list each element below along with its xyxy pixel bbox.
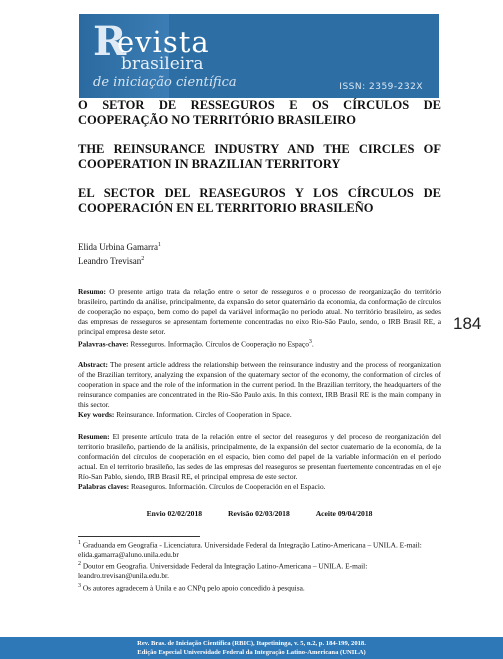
abstract-label: Resumen: (78, 432, 110, 441)
keywords-footnote-mark: 3 (308, 339, 312, 345)
footer-citation: Rev. Bras. de Iniciação Científica (RBIC), Itapetininga, v. 5, n.2, p. 184-199, 2018. (137, 640, 366, 647)
journal-logo-line1: evista (117, 25, 210, 59)
page-number: 184 (453, 314, 482, 333)
issn-label: ISSN: 2359-232X (339, 82, 423, 92)
footnote-2 (78, 560, 441, 580)
footnotes (78, 539, 441, 594)
journal-footer (0, 637, 503, 659)
keywords-text: Resseguros. Informação. Círculos de Cooperação no Espaço (128, 339, 309, 349)
keywords-label: Key words: (78, 410, 115, 419)
author-footnote-mark: 2 (141, 256, 145, 262)
footnote-mark: 2 (78, 561, 81, 568)
title-spanish: EL SECTOR DEL REASEGUROS Y LOS CÍRCULOS DE COOPERACIÓN EN EL TERRITORIO BRASILEÑO (78, 186, 441, 215)
date-sent: Envio 02/02/2018 (146, 509, 203, 518)
abstract-english (78, 360, 441, 420)
keywords-text: Reinsurance. Information. Circles of Cooperation in Space. (114, 410, 292, 419)
author-2 (78, 253, 161, 267)
title-portuguese: O SETOR DE RESSEGUROS E OS CÍRCULOS DE COOPERAÇÃO NO TERRITÓRIO BRASILEIRO (78, 98, 441, 127)
footnote-mark: 1 (78, 540, 81, 546)
keywords-label: Palavras-chave: (78, 339, 129, 349)
footnote-separator (78, 536, 200, 537)
abstract-spanish (78, 432, 441, 492)
footer-edition: Edição Especial Universidade Federal da Integração Latino-Americana (UNILA) (137, 649, 366, 656)
submission-dates (78, 509, 441, 518)
abstract-portuguese (78, 287, 441, 349)
abstract-label: Abstract: (78, 360, 108, 369)
keywords-end: . (311, 339, 314, 349)
abstract-text: El presente artículo trata de la relación entre el sector del reaseguros y del proceso de reorganización del territorio brasileño, partiendo de la análisis, principalmente, de la expansión del sector cuaternario de la economía, de la conformación del círculos de cooperación en el espacio, bien como del papel de la variable información en el período actual. En el territorio brasileño, las sedes de las empresas del reaseguros se presentan fuertemente concentradas en el eje Río-San Pablo, siendo, IRB Brasil RE, el principal empresa de este sector. (78, 432, 441, 481)
date-revised: Revisão 02/03/2018 (227, 509, 290, 518)
author-list (78, 239, 161, 267)
footnote-mark: 3 (78, 582, 81, 589)
author-footnote-mark: 1 (157, 242, 161, 248)
author-1 (78, 239, 161, 253)
footnote-text: Doutor em Geografia. Universidade Federal da Integração Latino-Americana – UNILA. E-mail: leandro.trevisan@unila.edu.br. (78, 561, 368, 581)
journal-logo-line3: de iniciação científica (93, 75, 237, 90)
journal-banner (79, 14, 439, 98)
title-english: THE REINSURANCE INDUSTRY AND THE CIRCLES OF COOPERATION IN BRAZILIAN TERRITORY (78, 142, 441, 171)
keywords-label: Palabras claves: (78, 482, 130, 491)
footnote-text: Graduanda em Geografia - Licenciatura. Universidade Federal da Integração Latino-Americana – UNILA. E-mail: elida.gamarra@aluno.unila.edu.br (78, 540, 422, 559)
footnote-3 (78, 582, 441, 593)
abstract-text: The present article address the relationship between the reinsurance industry and the process of reorganization of the Brazilian territory, analyzing the expansion of the quaternary sector of the economy, the conformation of circles of cooperation in space and the role of the information in the current period. In the Brazilian territory, the headquarters of the reinsurance companies are concentrated in the Rio-São Paulo axis. In this context, IRB Brasil RE is the main company in this sector. (78, 360, 441, 409)
date-accepted: Aceite 09/04/2018 (315, 509, 373, 518)
footnote-1 (78, 539, 441, 559)
abstract-text: O presente artigo trata da relação entre o setor de resseguros e o processo de reorganização do território brasileiro, partindo da análise, principalmente, da expansão do setor quaternário da economia, da conformação de círculos de cooperação no espaço, bem como do papel da variável informação no período atual. No território brasileiro, as sedes das empresas de resseguros se apresentam fortemente concentradas no eixo Rio-São Paulo, sendo, o IRB Brasil RE, a principal empresa deste setor. (78, 287, 441, 336)
keywords-text: Reaseguros. Información. Círculos de Cooperación en el Espacio. (129, 482, 326, 491)
footnote-text: Os autores agradecem à Unila e ao CNPq pelo apoio concedido à pesquisa. (81, 583, 305, 593)
journal-logo-initial: R (93, 18, 127, 65)
abstract-label: Resumo: (78, 287, 106, 296)
author-name: Elida Urbina Gamarra (78, 242, 158, 252)
author-name: Leandro Trevisan (78, 256, 142, 266)
journal-logo-line2: brasileira (121, 54, 204, 74)
